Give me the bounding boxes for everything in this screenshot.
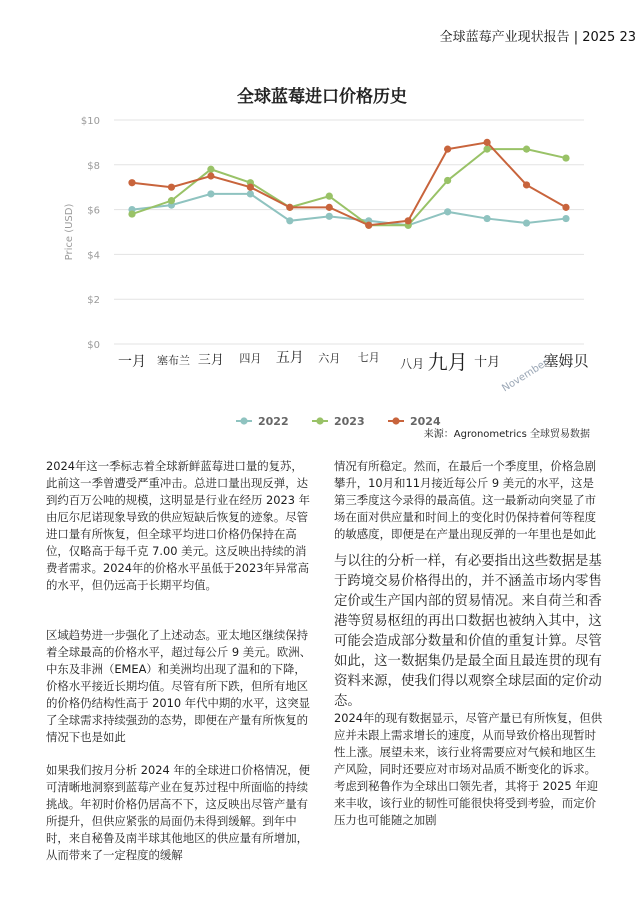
x-tick-label: November bbox=[500, 357, 551, 395]
data-point-2024 bbox=[247, 184, 254, 191]
data-point-2024 bbox=[128, 179, 135, 186]
data-point-2024 bbox=[286, 204, 293, 211]
x-tick-label: 七月 bbox=[357, 351, 380, 364]
left-paragraph-2: 区域趋势进一步强化了上述动态。亚太地区继续保持着全球最高的价格水平，超过每公斤 9 美元。欧洲、中东及非洲（EMEA）和美洲均出现了温和的下降，价格水平接近长期均值。尽管有所下跌，但所有地区的价格仍结构性高于 2010 年代中期的水平，这突显了全球需求持续强劲的态势，即便在产量有所恢复的情况下也是如此 bbox=[46, 628, 312, 744]
series-line-2023 bbox=[132, 149, 566, 225]
data-point-2023 bbox=[207, 166, 214, 173]
data-point-2024 bbox=[207, 172, 214, 179]
y-tick-label: $8 bbox=[87, 160, 100, 172]
x-tick-label: 一月 bbox=[118, 354, 146, 370]
data-point-2024 bbox=[365, 222, 372, 229]
data-point-2024 bbox=[483, 139, 490, 146]
x-tick-label: 四月 bbox=[239, 352, 262, 365]
left-paragraph-1: 2024年这一季标志着全球新鲜蓝莓进口量的复苏，此前这一季曾遭受严重冲击。总进口量出现反弹，达到约百万公吨的规模，这明显是行业在经历 2023 年由厄尔尼诺现象导致的供应短缺后恢复的迹象。尽管进口量有所恢复，但全球平均进口价格仍保持在高位，仅略高于每千克 7.00 美元。这反映出持续的消费者需求。2024年的价格水平虽低于2023年异常高的水平，但仍远高于长期平均值。 bbox=[46, 459, 311, 592]
data-point-2023 bbox=[128, 210, 135, 217]
legend-label-2023: 2023 bbox=[334, 415, 365, 428]
price-history-chart bbox=[0, 70, 644, 450]
y-tick-label: $2 bbox=[87, 295, 100, 307]
data-point-2023 bbox=[168, 197, 175, 204]
data-point-2024 bbox=[405, 217, 412, 224]
data-point-2024 bbox=[326, 204, 333, 211]
y-tick-label: $0 bbox=[87, 340, 100, 351]
y-tick-label: $4 bbox=[87, 250, 100, 262]
data-point-2024 bbox=[523, 181, 530, 188]
left-paragraph-3: 如果我们按月分析 2024 年的全球进口价格情况，便可清晰地洞察到蓝莓产业在复苏过程中所面临的持续挑战。年初时价格仍居高不下，这反映出尽管产量有所提升，但供应紧张的局面仍未得到缓解。到年中时，来自秘鲁及南半球其他地区的供应量有所增加，从而带来了一定程度的缓解 bbox=[46, 763, 311, 862]
data-point-2024 bbox=[444, 146, 451, 153]
data-point-2023 bbox=[523, 146, 530, 153]
data-point-2022 bbox=[444, 208, 451, 215]
right-column-top bbox=[334, 458, 604, 543]
report-header: 全球蓝莓产业现状报告 | 2025 23 bbox=[439, 30, 636, 45]
x-tick-label: 十月 bbox=[474, 355, 501, 370]
data-point-2023 bbox=[562, 154, 569, 161]
right-paragraph-2: 与以往的分析一样，有必要指出这些数据是基于跨境交易价格得出的，并不涵盖市场内零售定价或生产国内部的贸易情况。来自荷兰和香港等贸易枢纽的再出口数据也被纳入其中，这可能会造成部分数量和价值的重复计算。尽管如此，这一数据集仍是最全面且最连贯的现有资料来源，使我们得以观察全球层面的定价动态。 bbox=[334, 554, 602, 709]
legend-marker-2024 bbox=[392, 417, 399, 424]
data-point-2022 bbox=[562, 215, 569, 222]
data-point-2024 bbox=[168, 184, 175, 191]
data-point-2022 bbox=[207, 190, 214, 197]
data-point-2023 bbox=[483, 146, 490, 153]
y-tick-label: $6 bbox=[87, 205, 100, 217]
data-point-2022 bbox=[326, 213, 333, 220]
chart-svg bbox=[0, 70, 644, 450]
data-point-2023 bbox=[444, 177, 451, 184]
right-paragraph-1: 情况有所稳定。然而，在最后一个季度里，价格急剧攀升，10月和11月接近每公斤 9 美元的水平，这是第三季度这今录得的最高值。这一最新动向突显了市场在面对供应量和时间上的变化时仍保持着何等程度的敏感度，即便是在产量出现反弹的一年里也是如此 bbox=[334, 459, 596, 541]
chart-source: 来源：Agronometrics 全球贸易数据 bbox=[423, 429, 590, 440]
x-tick-label: 塞姆贝 bbox=[543, 352, 589, 370]
x-tick-label: 八月 bbox=[400, 357, 425, 371]
series-line-2024 bbox=[132, 142, 566, 225]
data-point-2024 bbox=[562, 204, 569, 211]
chart-title: 全球蓝莓进口价格历史 bbox=[237, 87, 407, 107]
data-point-2022 bbox=[286, 217, 293, 224]
right-paragraph-3: 2024年的现有数据显示，尽管产量已有所恢复，但供应并未跟上需求增长的速度，从而导致价格出现暂时性上涨。展望未来，该行业将需要应对气候和地区生产风险，同时还要应对市场对品质不断变化的诉求。考虑到秘鲁作为全球出口领先者，其将于 2025 年迎来丰收，该行业的韧性可能很快将受到考验，而定价压力也可能随之加剧 bbox=[334, 711, 603, 827]
right-column-middle bbox=[334, 552, 604, 712]
x-tick-label: 九月 bbox=[427, 350, 468, 374]
legend-marker-2023 bbox=[316, 417, 323, 424]
x-tick-label: 六月 bbox=[318, 352, 341, 365]
legend-label-2022: 2022 bbox=[258, 415, 289, 428]
legend-label-2024: 2024 bbox=[410, 415, 441, 428]
data-point-2022 bbox=[247, 190, 254, 197]
left-column bbox=[46, 458, 314, 864]
data-point-2023 bbox=[326, 193, 333, 200]
y-tick-label: $10 bbox=[80, 116, 100, 127]
data-point-2022 bbox=[483, 215, 490, 222]
x-tick-label: 三月 bbox=[197, 353, 224, 368]
x-tick-label: 塞布兰 bbox=[156, 354, 190, 367]
x-tick-label: 五月 bbox=[275, 350, 304, 366]
right-column-bottom bbox=[334, 710, 604, 829]
data-point-2022 bbox=[523, 219, 530, 226]
y-axis-title: Price (USD) bbox=[64, 203, 75, 261]
legend-marker-2022 bbox=[240, 417, 247, 424]
